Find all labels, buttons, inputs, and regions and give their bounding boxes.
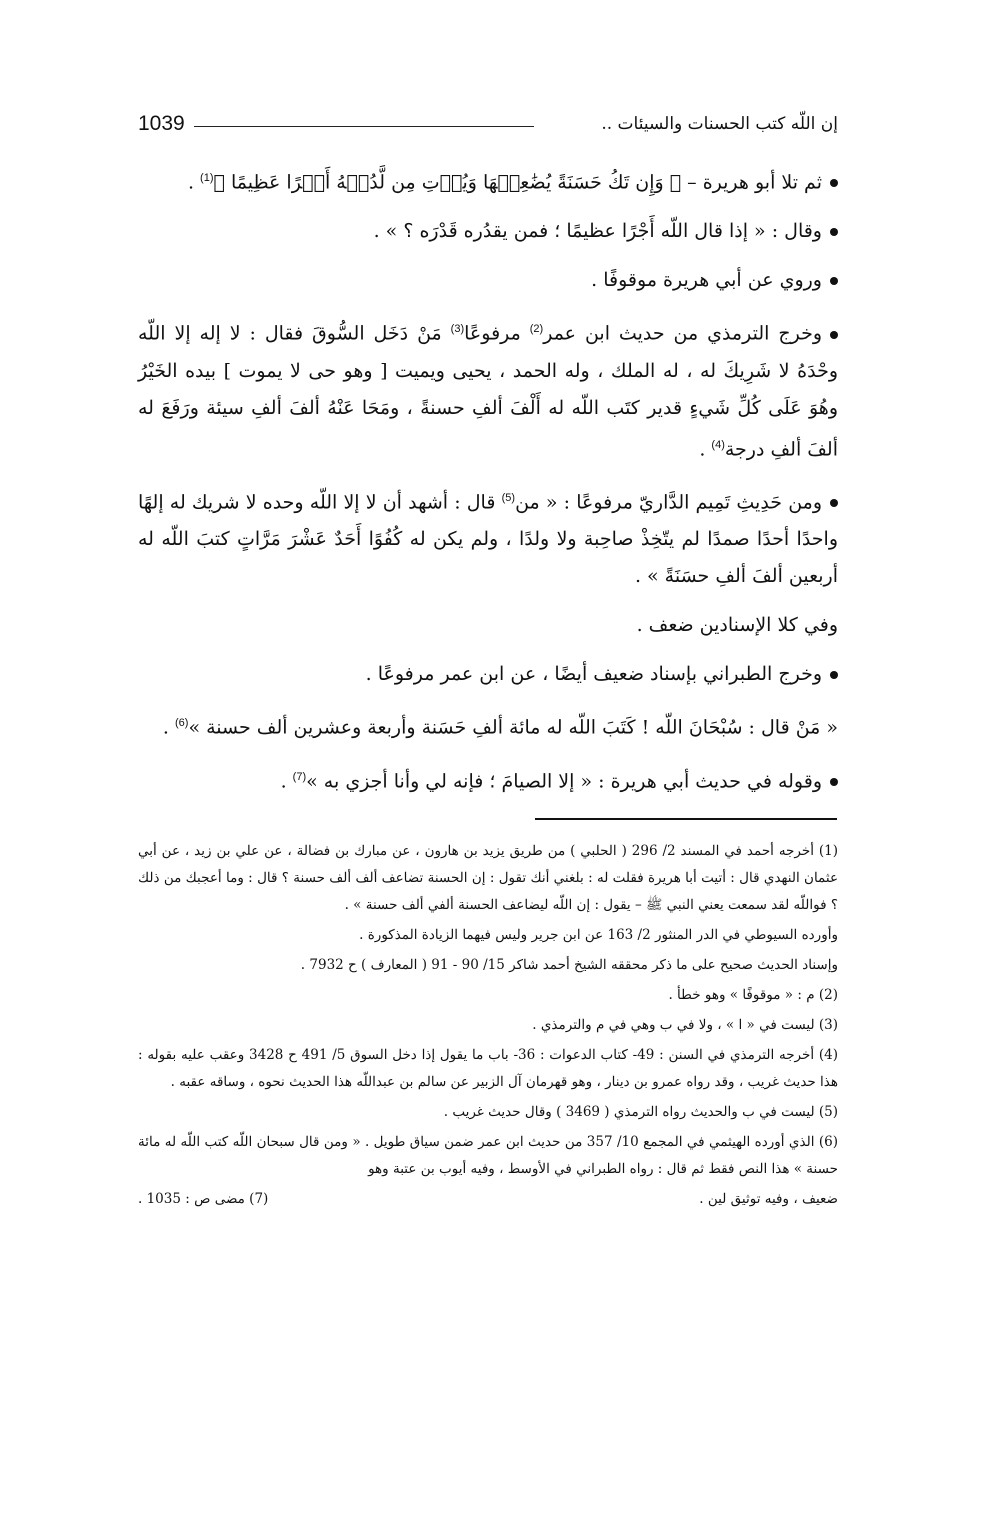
paragraph: وروي عن أبي هريرة موقوفًا . [138,262,838,299]
main-text [138,160,838,812]
footnote-ref: (1) [200,172,214,184]
footnotes [138,838,838,1216]
footnote-6-end: ضعيف ، وفيه توثيق لين . [699,1191,838,1207]
paragraph: ثم تلا أبو هريرة – ﴿ وَإِن تَكُ حَسَنَةً يُضَٰعِفۡهَا وَيُؤۡتِ مِن لَّدُنۡهُ أَجۡرًا عَظِيمًا ﴾$^{(1)}$ . [138,160,838,201]
footnote-ref: (5) [501,491,516,504]
running-title: إن اللّه كتب الحسنات والسيئات .. [601,114,838,134]
page-header [138,112,838,146]
bullet-icon [830,331,838,339]
footnote-separator [535,818,837,820]
footnote-6: (6) الذي أورده الهيثمي في المجمع 10/ 357 من حديث ابن عمر ضمن سياق طويل . « ومن قال سبحان اللّه كتب اللّه له مائة حسنة » هذا النص فقط ثم قال : رواه الطبراني في الأوسط ، وفيه أيوب بن عتبة وهو [138,1134,838,1177]
footnote-ref: (4) [711,438,725,451]
paragraph: وقوله في حديث أبي هريرة : « إلا الصيامَ ؛ فإنه لي وأنا أجزي به »$^{(7)}$ . [138,759,838,800]
footnote-ref: (3) [450,323,465,336]
footnote-1: (1) أخرجه أحمد في المسند 2/ 296 ( الحلبي ) من طريق يزيد بن هارون ، عن مبارك بن فضالة ، عن علي بن زيد ، عن أبي عثمان النهدي قال : أتيت أبا هريرة فقلت له : بلغني أنك تقول : إن الحسنة تضاعف ألف ألف حسنة ؟ قال : وما أعجبك من ذلك ؟ فواللّه لقد سمعت يعني النبي ﷺ – يقول : إن اللّه ليضاعف الحسنة ألفي ألف حسنة » . [138,843,839,913]
header-rule [194,126,534,127]
footnote-ref: (6) [174,717,189,730]
footnote-7: (7) مضى ص : 1035 . [138,1191,269,1207]
footnote-4: (4) أخرجه الترمذي في السنن : 49- كتاب الدعوات : 36- باب ما يقول إذا دخل السوق 5/ 491 ح 3428 وعقب عليه بقوله : هذا حديث غريب ، وقد رواه عمرو بن دينار ، وهو قهرمان آل الزبير عن سالم بن عبداللّه هذا الحديث نحوه ، وساقه عقبه . [138,1047,839,1090]
footnote-ref: (2) [529,323,544,336]
paragraph: « مَنْ قال : سُبْحَانَ اللّه ! كَتَبَ اللّه له مائة ألفِ حَسَنة وأربعة وعشرين ألف حسنة »$^{(6)}$ . [162,716,838,739]
paragraph: وقال : « إذا قال اللّه أَجْرًا عظيمًا ؛ فمن يقدُره قَدْرَه ؟ » . [138,213,838,250]
paragraph: وخرج الطبراني بإسناد ضعيف أيضًا ، عن ابن عمر مرفوعًا . [138,656,838,693]
footnote-5: (5) ليست في ب والحديث رواه الترمذي ( 3469 ) وقال حديث غريب . [443,1104,838,1120]
page-number: 1039 [138,112,185,135]
bullet-icon [830,671,838,679]
paragraph: وخرج الترمذي من حديث ابن عمر$^{(2)}$ مرفوعًا$^{(3)}$ مَنْ دَخَل السُّوقَ فقال : لا إله إلا اللّه وحْدَهُ لا شَرِيكَ له ، له الملك ، وله الحمد ، يحيى ويميت [ وهو حى لا يموت ] بيده الخَيْرُ وهُوَ عَلَى كُلِّ شَيءٍ قدير كتَب اللّه له أَلْفَ ألفِ حسنةً ، ومَحَا عَنْهُ ألفَ ألفِ سيئة ورَفَعَ له ألفَ ألفِ درجة$^{(4)}$ . [138,322,838,460]
footnote-last-line [138,1186,838,1213]
footnote-2: (2) م : « موقوفًا » وهو خطأ . [668,987,838,1003]
paragraph: ومن حَدِيثِ تَمِيم الدَّاريّ مرفوعًا : « من$^{(5)}$ قال : أشهد أن لا إلا اللّه وحده لا شريك له إلهًا واحدًا أحدًا صمدًا لم يتّخِذْ صاحِبة ولا ولدًا ، ولم يكن له كُفُوًا أَحَدٌ عَشْرَ مَرَّاتٍ كتبَ اللّه له أربعين ألفَ ألفِ حسَنَةً » . [138,491,838,588]
paragraph: وفي كلا الإسنادين ضعف . [636,614,838,637]
footnote-1-continued: وإسناد الحديث صحيح على ما ذكر محققه الشيخ أحمد شاكر 15/ 90 - 91 ( المعارف ) ح 7932 . [300,957,838,973]
bullet-icon [830,179,838,187]
bullet-icon [830,277,838,285]
footnote-ref: (7) [292,770,307,783]
bullet-icon [830,778,838,786]
footnote-3: (3) ليست في « ا » ، ولا في ب وهي في م والترمذي . [532,1017,838,1033]
footnote-1-continued: وأورده السيوطي في الدر المنثور 2/ 163 عن ابن جرير وليس فيهما الزيادة المذكورة . [359,927,838,943]
bullet-icon [830,499,838,507]
bullet-icon [830,228,838,236]
